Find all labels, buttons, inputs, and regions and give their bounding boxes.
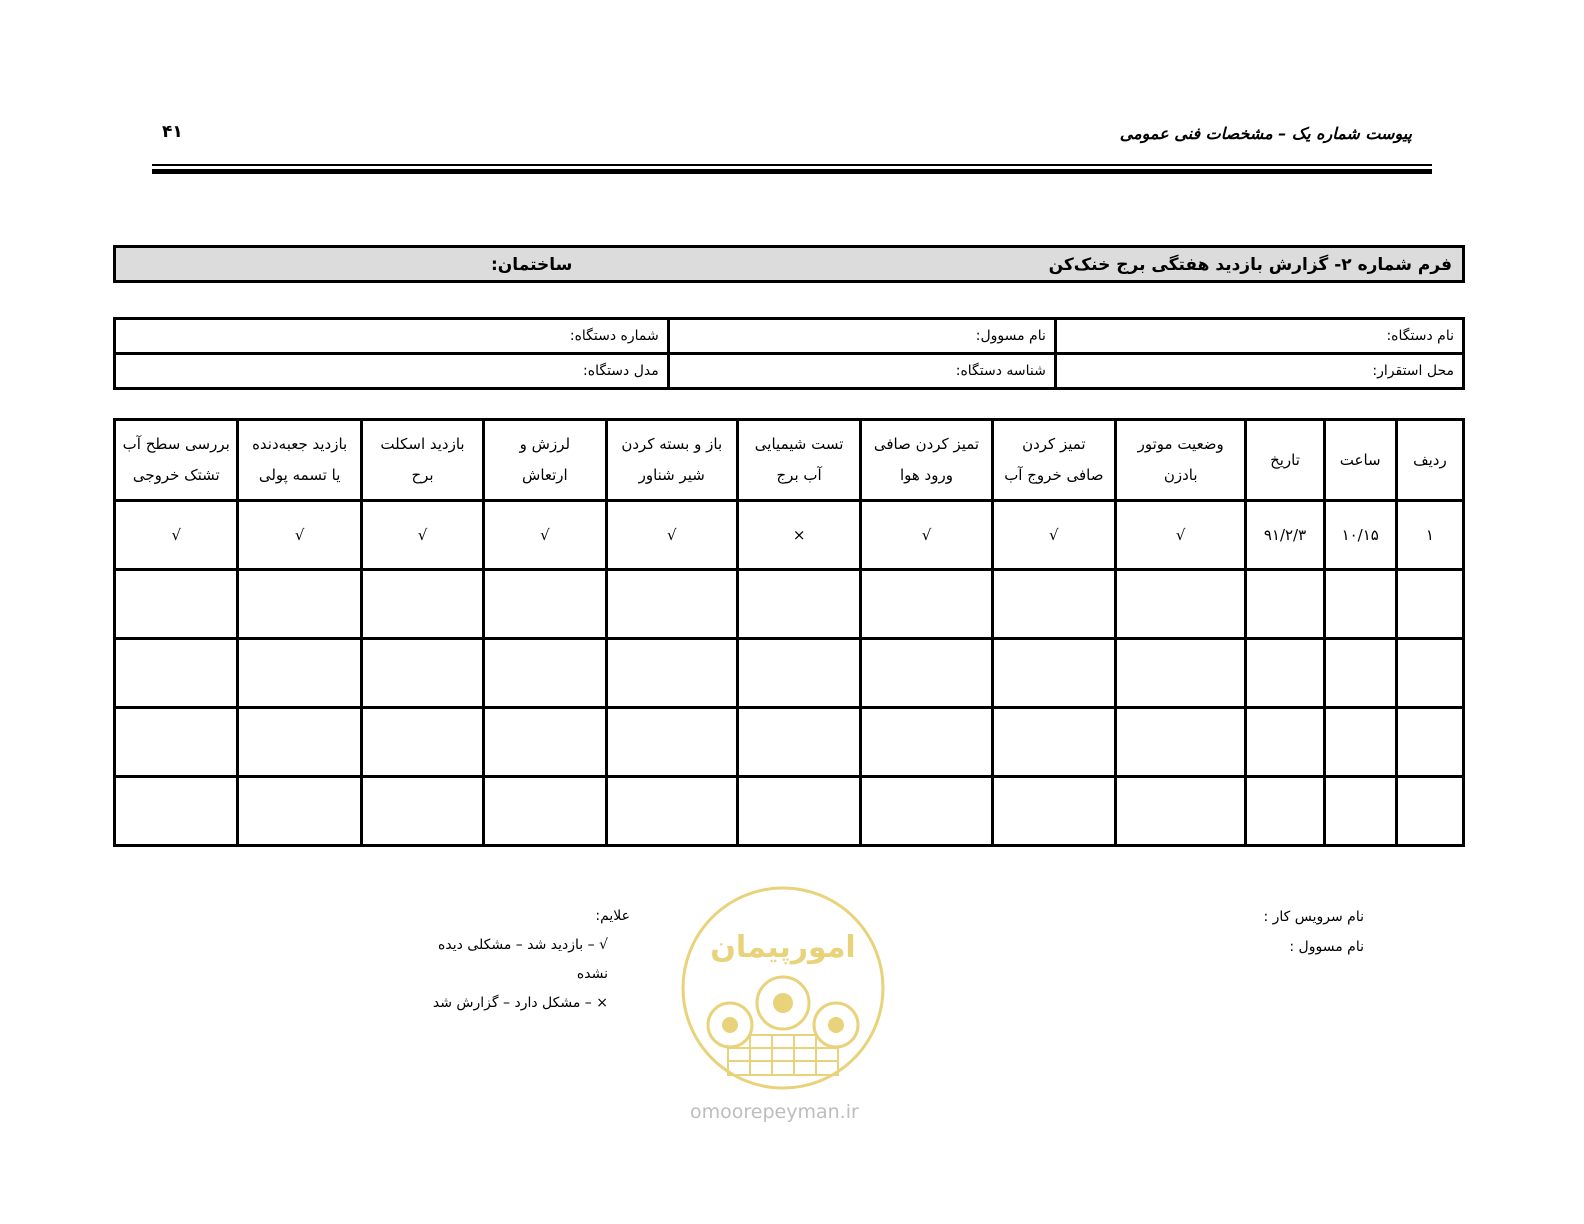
table-cell[interactable] (484, 570, 606, 639)
table-cell[interactable]: ۱ (1396, 501, 1463, 570)
table-cell[interactable]: × (737, 501, 860, 570)
table-cell[interactable] (606, 639, 737, 708)
column-header (1324, 420, 1396, 501)
table-cell[interactable]: √ (861, 501, 992, 570)
column-header-line: صافی خروج آب (1004, 466, 1104, 484)
column-header-line: تست شیمیایی (754, 435, 844, 453)
column-header (1246, 420, 1324, 501)
column-header-line: شیر شناور (638, 466, 705, 484)
column-header-line: لرزش و (519, 435, 571, 453)
column-header-line: ورود هوا (899, 466, 953, 484)
table-cell[interactable] (861, 777, 992, 846)
column-header (1396, 420, 1463, 501)
table-cell[interactable] (1324, 570, 1396, 639)
page-number: ۴۱ (162, 122, 183, 142)
device-info-table (113, 317, 1465, 390)
column-header (1116, 420, 1246, 501)
table-cell[interactable] (737, 570, 860, 639)
column-header-line: برح (411, 466, 434, 484)
service-name-label: نام سرویس کار : (1263, 909, 1364, 925)
column-header (861, 420, 992, 501)
column-header (238, 420, 361, 501)
column-header-line: بادزن (1163, 466, 1198, 484)
page-header-title: پیوست شماره یک – مشخصات فنی عمومی (1119, 124, 1412, 143)
table-cell[interactable] (861, 708, 992, 777)
table-cell[interactable]: ۱۰/۱۵ (1324, 501, 1396, 570)
table-cell[interactable] (1324, 777, 1396, 846)
weekly-inspection-table (113, 418, 1465, 847)
table-cell[interactable] (484, 708, 606, 777)
column-header-line: بررسی سطح آب (122, 435, 230, 453)
column-header-line: ساعت (1339, 450, 1381, 469)
table-cell[interactable] (361, 570, 483, 639)
column-header-line: بازدید جعبه‌دنده (252, 435, 348, 453)
form-title-bar (113, 245, 1465, 283)
table-cell[interactable] (606, 570, 737, 639)
table-cell[interactable] (484, 777, 606, 846)
column-header (737, 420, 860, 501)
table-cell[interactable] (484, 639, 606, 708)
table-cell[interactable] (238, 639, 361, 708)
signature-block (1263, 902, 1364, 962)
column-header-line: ردیف (1413, 450, 1447, 469)
legend-block (405, 902, 630, 1018)
device-name-field[interactable]: نام دستگاه: (1055, 319, 1463, 354)
watermark-url: omoorepeyman.ir (690, 1101, 859, 1123)
table-cell[interactable] (861, 639, 992, 708)
column-header (361, 420, 483, 501)
table-row (115, 639, 1464, 708)
table-cell[interactable] (1246, 570, 1324, 639)
building-label: ساختمان: (491, 255, 573, 275)
column-header-line: تمیز کردن صافی (873, 435, 980, 453)
table-cell[interactable] (1324, 708, 1396, 777)
table-cell[interactable] (361, 639, 483, 708)
table-cell[interactable] (737, 777, 860, 846)
header-rule-thick (152, 169, 1432, 174)
table-cell[interactable] (1246, 777, 1324, 846)
table-cell[interactable]: ۹۱/۲/۳ (1246, 501, 1324, 570)
legend-problem: × – مشکل دارد – گزارش شد (432, 995, 608, 1011)
column-header (115, 420, 238, 501)
table-header-row (115, 420, 1464, 501)
table-cell[interactable] (737, 639, 860, 708)
responsible-name-label: نام مسوول : (1289, 939, 1364, 955)
device-info-row (115, 354, 1464, 389)
table-cell[interactable] (861, 570, 992, 639)
table-cell[interactable] (238, 570, 361, 639)
column-header (992, 420, 1115, 501)
table-cell[interactable] (992, 777, 1115, 846)
column-header-line: بازدید اسکلت (380, 435, 465, 453)
legend-ok: √ – بازدید شد – مشکلی دیده نشده (438, 937, 608, 982)
table-cell[interactable] (1396, 570, 1463, 639)
device-info-row (115, 319, 1464, 354)
svg-text:امورپیمان: امورپیمان (710, 930, 856, 965)
table-cell[interactable]: √ (1116, 501, 1246, 570)
table-cell[interactable] (1396, 777, 1463, 846)
column-header-line: باز و بسته کردن (621, 435, 723, 453)
table-cell[interactable] (1116, 639, 1246, 708)
legend-title: علایم: (595, 908, 630, 924)
location-field[interactable]: محل استقرار: (1055, 354, 1463, 389)
column-header-line: تمیز کردن (1022, 435, 1086, 453)
table-cell[interactable]: √ (606, 501, 737, 570)
table-cell[interactable]: √ (115, 501, 238, 570)
responsible-field[interactable]: نام مسوول: (668, 319, 1055, 354)
table-cell[interactable] (361, 777, 483, 846)
table-cell[interactable] (1246, 639, 1324, 708)
table-cell[interactable] (115, 639, 238, 708)
table-cell[interactable] (992, 708, 1115, 777)
device-number-field[interactable]: شماره دستگاه: (115, 319, 669, 354)
table-cell[interactable] (115, 777, 238, 846)
column-header-line: وضعیت موتور (1137, 435, 1224, 453)
column-header-line: ارتعاش (522, 466, 568, 484)
table-cell[interactable] (1396, 639, 1463, 708)
table-row (115, 501, 1464, 570)
column-header-line: یا تسمه پولی (258, 466, 341, 484)
table-row (115, 777, 1464, 846)
table-cell[interactable]: √ (361, 501, 483, 570)
table-cell[interactable]: √ (484, 501, 606, 570)
table-cell[interactable] (1396, 708, 1463, 777)
device-id-field[interactable]: شناسه دستگاه: (668, 354, 1055, 389)
table-cell[interactable] (238, 708, 361, 777)
table-cell[interactable] (1246, 708, 1324, 777)
column-header-line: تاریخ (1270, 450, 1300, 469)
table-cell[interactable] (238, 777, 361, 846)
table-cell[interactable] (606, 777, 737, 846)
column-header (606, 420, 737, 501)
table-cell[interactable] (1116, 570, 1246, 639)
table-cell[interactable] (737, 708, 860, 777)
table-row (115, 708, 1464, 777)
device-model-field[interactable]: مدل دستگاه: (115, 354, 669, 389)
watermark-logo-icon (680, 885, 886, 1091)
table-cell[interactable] (361, 708, 483, 777)
table-cell[interactable]: √ (238, 501, 361, 570)
column-header (484, 420, 606, 501)
table-cell[interactable] (606, 708, 737, 777)
table-cell[interactable] (1324, 639, 1396, 708)
column-header-line: آب برج (776, 466, 822, 484)
table-row (115, 570, 1464, 639)
table-cell[interactable] (992, 570, 1115, 639)
table-cell[interactable] (1116, 777, 1246, 846)
header-rule-thin (152, 164, 1432, 166)
table-cell[interactable] (115, 708, 238, 777)
table-cell[interactable] (1116, 708, 1246, 777)
table-cell[interactable] (992, 639, 1115, 708)
table-cell[interactable] (115, 570, 238, 639)
column-header-line: تشتک خروجی (132, 466, 220, 484)
form-title: فرم شماره ۲- گزارش بازدید هفتگی برج خنک‌کن (1048, 255, 1452, 275)
table-cell[interactable]: √ (992, 501, 1115, 570)
